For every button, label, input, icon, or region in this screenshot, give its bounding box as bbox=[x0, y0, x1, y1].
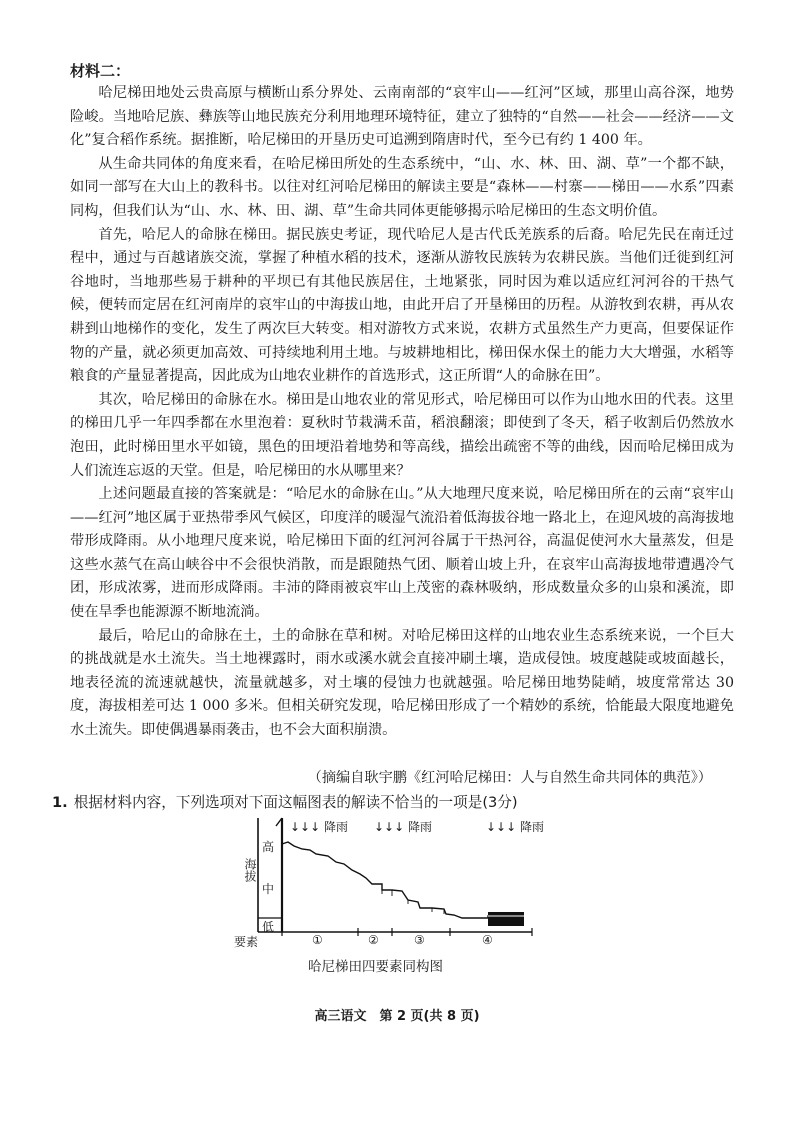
paragraph-1: 哈尼梯田地处云贵高原与横断山系分界处、云南南部的“哀牢山——红河”区域，那里山高谷深，地势险峻。当地哈尼族、彝族等山地民族充分利用地理环境特征，建立了独特的“自然——社会——经济——文化”复合稻作系统。据推断，哈尼梯田的开垦历史可追溯到隋唐时代，至今已有约 1 400 年。 bbox=[70, 85, 734, 149]
paragraph-2: 从生命共同体的角度来看，在哈尼梯田所处的生态系统中，“山、水、林、田、湖、草”一个都不缺，如同一部写在大山上的教科书。以往对红河哈尼梯田的解读主要是“森林——村寨——梯田——水系”四素同构，但我们认为“山、水、林、田、湖、草”生命共同体更能够揭示哈尼梯田的生态文明价值。 bbox=[70, 155, 734, 219]
question-1 bbox=[52, 792, 518, 814]
material-body bbox=[70, 82, 734, 743]
question-number: 1. bbox=[52, 794, 68, 811]
terrace-steps bbox=[382, 890, 444, 914]
rain-arrows-icon: ↓↓↓ bbox=[374, 820, 405, 834]
material-heading: 材料二： bbox=[70, 62, 131, 80]
paragraph-3: 首先，哈尼人的命脉在梯田。据民族史考证，现代哈尼人是古代氐羌族系的后裔。哈尼先民在南迁过程中，通过与百越诸族交流，掌握了种植水稻的技术，逐渐从游牧民族转为农耕民族。当他们迁徙到红河谷地时，当地那些易于耕种的平坝已有其他民族居住，土地紧张，同时因为难以适应红河河谷的干热气候，便转而定居在红河南岸的哀牢山的中海拔山地，由此开启了开垦梯田的历程。从游牧到农耕，再从农耕到山地梯作的变化，发生了两次巨大转变。相对游牧方式来说，农耕方式虽然生产力更高，但要保证作物的产量，就必须更加高效、可持续地利用土地。与坡耕地相比，梯田保水保土的能力大大增强，水稻等粮食的产量显著提高，因此成为山地农业耕作的首选形式，这正所谓“人的命脉在田”。 bbox=[70, 226, 734, 385]
level-high-label: 高 bbox=[262, 840, 275, 854]
rain-label-3: ↓↓↓ 降雨 bbox=[486, 820, 545, 834]
rain-arrows-icon: ↓↓↓ bbox=[486, 820, 517, 834]
terrace-diagram bbox=[232, 812, 544, 972]
segment-4-label: ④ bbox=[482, 933, 493, 947]
river-block bbox=[488, 912, 524, 926]
segment-2-label: ② bbox=[368, 933, 379, 947]
element-row-label: 要素 bbox=[234, 935, 259, 949]
level-mid-label: 中 bbox=[262, 882, 275, 896]
rain-label-2: ↓↓↓ 降雨 bbox=[374, 820, 433, 834]
altitude-axis-label: 海拔 bbox=[243, 858, 257, 882]
paragraph-5: 上述问题最直接的答案就是：“哈尼水的命脉在山。”从大地理尺度来说，哈尼梯田所在的云南“哀牢山——红河”地区属于亚热带季风气候区，印度洋的暖湿气流沿着低海拔谷地一路北上，在迎风坡的高海拔地带形成降雨。从小地理尺度来说，哈尼梯田下面的红河河谷属于干热河谷，高温促使河水大量蒸发，但是这些水蒸气在高山峡谷中不会很快消散，而是跟随热气团、顺着山坡上升，在哀牢山高海拔地带遭遇冷气团，形成浓雾，进而形成降雨。丰沛的降雨被哀牢山上茂密的森林吸纳，形成数量众多的山泉和溪流，即使在旱季也能源源不断地流淌。 bbox=[70, 486, 734, 621]
page-footer: 高三语文 第 2 页(共 8 页) bbox=[314, 1009, 480, 1024]
paragraph-6: 最后，哈尼山的命脉在土，土的命脉在草和树。对哈尼梯田这样的山地农业生态系统来说，一个巨大的挑战就是水土流失。当土地裸露时，雨水或溪水就会直接冲刷土壤，造成侵蚀。坡度越陡或坡面越长，地表径流的流速就越快，流量就越多，对土壤的侵蚀力也就越强。哈尼梯田地势陡峭，坡度常常达 30 度，海拔相差可达 1 000 多米。但相关研究发现，哈尼梯田形成了一个精妙的系统，恰能最大限度地避免水土流失。即使偶遇暴雨袭击，也不会大面积崩溃。 bbox=[70, 627, 734, 739]
diagram-caption: 哈尼梯田四要素同构图 bbox=[308, 959, 443, 975]
rain-label-1: ↓↓↓ 降雨 bbox=[290, 820, 349, 834]
level-low-label: 低 bbox=[262, 920, 275, 934]
paragraph-4: 其次，哈尼梯田的命脉在水。梯田是山地农业的常见形式，哈尼梯田可以作为山地水田的代表。这里的梯田几乎一年四季都在水里泡着：夏秋时节栽满禾苗，稻浪翻滚；即使到了冬天，稻子收割后仍然放水泡田，此时梯田里水平如镜，黑色的田埂沿着地势和等高线，描绘出疏密不等的曲线，因而哈尼梯田成为人们流连忘返的天堂。但是，哈尼梯田的水从哪里来？ bbox=[70, 391, 734, 479]
terrain-profile bbox=[282, 842, 500, 918]
rain-arrows-icon: ↓↓↓ bbox=[290, 820, 321, 834]
source-citation: （摘编自耿宇鹏《红河哈尼梯田：人与自然生命共同体的典范》） bbox=[307, 770, 712, 786]
question-text: 根据材料内容，下列选项对下面这幅图表的解读不恰当的一项是(3分) bbox=[73, 794, 518, 811]
segment-1-label: ① bbox=[312, 933, 323, 947]
segment-3-label: ③ bbox=[414, 933, 425, 947]
